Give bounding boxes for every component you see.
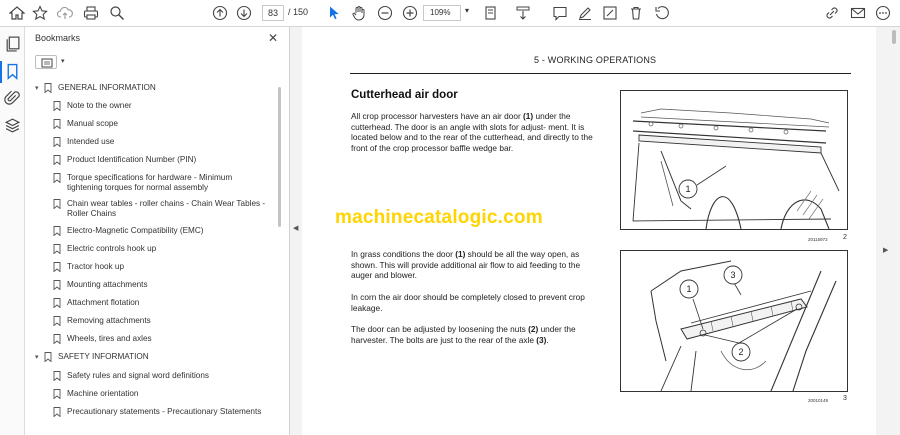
- bookmark-label: Tractor hook up: [67, 262, 125, 271]
- bookmark-product-identification[interactable]: [53, 155, 196, 165]
- page-thumbnails-icon[interactable]: [4, 35, 21, 52]
- document-page: [302, 27, 876, 435]
- chevron-down-icon[interactable]: ▾: [35, 354, 39, 361]
- page-fit-icon[interactable]: [482, 4, 500, 22]
- bookmark-icon: [53, 101, 61, 111]
- bookmark-label: SAFETY INFORMATION: [58, 352, 149, 361]
- paragraph-adjustment: The door can be adjusted by loosening the nuts (2) under the harvester. The bolts are just to the rear of the axle (3).: [351, 324, 576, 345]
- chapter-header: 5 - WORKING OPERATIONS: [534, 55, 657, 65]
- bookmark-electric-controls[interactable]: [53, 244, 156, 254]
- bookmark-icon: [53, 389, 61, 399]
- bookmark-icon: [53, 407, 61, 417]
- bookmark-wheels-tires-axles[interactable]: [53, 334, 152, 344]
- chevron-down-icon[interactable]: ▾: [61, 58, 65, 65]
- bookmark-icon: [44, 83, 52, 93]
- figure-air-door-open: [620, 90, 848, 230]
- figure-number: 3: [843, 395, 847, 402]
- bookmark-options-button[interactable]: [35, 55, 57, 69]
- paragraph-corn: In corn the air door should be completely closed to prevent crop leakage.: [351, 292, 585, 313]
- more-options-icon[interactable]: [874, 4, 892, 22]
- bookmark-attachment-flotation[interactable]: [53, 298, 139, 308]
- bookmark-label: Product Identification Number (PIN): [67, 155, 197, 164]
- search-zoom-icon[interactable]: [108, 4, 126, 22]
- link-sign-icon[interactable]: [823, 4, 841, 22]
- home-icon[interactable]: [8, 4, 26, 22]
- bookmarks-panel-icon[interactable]: [4, 63, 21, 80]
- main-toolbar: [0, 0, 900, 27]
- bookmark-icon: [53, 155, 61, 165]
- bookmark-label: Wheels, tires and axles: [67, 334, 152, 343]
- bookmark-label: Intended use: [67, 137, 115, 146]
- bookmark-icon: [44, 352, 52, 362]
- bookmark-icon: [53, 119, 61, 129]
- left-navigation-rail: [0, 27, 25, 435]
- bookmark-icon: [53, 244, 61, 254]
- callout-label: 1: [686, 284, 692, 294]
- bookmark-label: Torque specifications for hardware - Minimum: [67, 173, 233, 182]
- bookmark-label: Manual scope: [67, 119, 118, 128]
- paragraph-grass-conditions: In grass conditions the door (1) should be all the way open, as shown. This will provide additional air flow to aid feeding to the auger and blower.: [351, 249, 581, 280]
- bookmarks-scrollbar[interactable]: [278, 87, 281, 227]
- bookmark-label: Precautionary statements - Precautionary Statements: [67, 407, 262, 416]
- figure-air-door-adjustment: [620, 250, 848, 392]
- print-icon[interactable]: [82, 4, 100, 22]
- bookmark-note-to-owner[interactable]: [53, 101, 132, 111]
- section-title: Cutterhead air door: [351, 89, 458, 101]
- figure-code: 20010149: [808, 398, 829, 403]
- callout-label: 1: [685, 184, 691, 194]
- bookmark-torque-specifications[interactable]: [53, 173, 232, 193]
- page-total: / 150: [288, 7, 309, 17]
- bookmarks-panel: [25, 27, 290, 435]
- bookmark-icon: [53, 371, 61, 381]
- zoom-out-icon[interactable]: [376, 4, 394, 22]
- figure-number: 2: [843, 234, 847, 241]
- delete-trash-icon[interactable]: [627, 4, 645, 22]
- bookmark-icon: [53, 137, 61, 147]
- star-bookmark-icon[interactable]: [31, 4, 49, 22]
- bookmark-label: Chain wear tables - roller chains - Chain Wear Tables -: [67, 199, 266, 208]
- document-scrollbar[interactable]: [888, 27, 900, 435]
- fill-sign-icon[interactable]: [601, 4, 619, 22]
- active-tab-indicator: [0, 61, 2, 83]
- bookmark-label-continued: Roller Chains: [67, 209, 117, 218]
- bookmark-label-continued: tightening torques for normal assembly: [67, 183, 209, 192]
- zoom-level-select[interactable]: 109%: [423, 5, 461, 21]
- bookmark-icon: [53, 316, 61, 326]
- chevron-down-icon[interactable]: ▾: [465, 6, 470, 15]
- cloud-upload-icon[interactable]: [56, 4, 74, 22]
- bookmark-label: Note to the owner: [67, 101, 132, 110]
- next-page-icon[interactable]: [235, 4, 253, 22]
- bookmark-icon: [53, 280, 61, 290]
- bookmark-label: GENERAL INFORMATION: [58, 83, 156, 92]
- page-number-input[interactable]: 83: [262, 5, 284, 21]
- bookmark-manual-scope[interactable]: [53, 119, 118, 129]
- bookmark-icon: [53, 199, 61, 209]
- bookmark-icon: [53, 262, 61, 272]
- panel-title: Bookmarks: [35, 33, 81, 43]
- collapse-panel-left-icon[interactable]: ◀: [293, 225, 299, 232]
- email-icon[interactable]: [849, 4, 867, 22]
- bookmark-mounting-attachments[interactable]: [53, 280, 148, 290]
- bookmark-label: Safety rules and signal word definitions: [67, 371, 209, 380]
- bookmark-label: Electro-Magnetic Compatibility (EMC): [67, 226, 204, 235]
- bookmark-label: Mounting attachments: [67, 280, 148, 289]
- scroll-mode-icon[interactable]: [514, 4, 532, 22]
- bookmark-safety-information[interactable]: [35, 352, 149, 363]
- bookmark-safety-rules[interactable]: [53, 371, 209, 381]
- scroll-thumb[interactable]: [892, 30, 896, 44]
- close-icon[interactable]: ✕: [268, 31, 279, 45]
- bookmark-label: Attachment flotation: [67, 298, 140, 307]
- figure-drawing: [621, 251, 847, 391]
- previous-page-icon[interactable]: [211, 4, 229, 22]
- collapse-panel-right-icon[interactable]: ▶: [883, 247, 889, 254]
- watermark-text: machinecatalogic.com: [335, 207, 543, 228]
- bookmark-emc[interactable]: [53, 226, 204, 236]
- bookmark-removing-attachments[interactable]: [53, 316, 151, 326]
- callout-label: 3: [730, 270, 736, 280]
- attachments-icon[interactable]: [4, 89, 21, 106]
- bookmark-label: Machine orientation: [67, 389, 139, 398]
- paragraph-intro: All crop processor harvesters have an air door (1) under the cutterhead. The door is an angle with slots for adjust- ment. It is located below and to the rear of the cutterhead, and directly to the front of the crop processor baffle wedge bar.: [351, 111, 593, 153]
- bookmark-tractor-hook-up[interactable]: [53, 262, 124, 272]
- layers-icon[interactable]: [4, 117, 21, 134]
- zoom-in-icon[interactable]: [401, 4, 419, 22]
- bookmark-precautionary-statements[interactable]: [53, 407, 261, 417]
- bookmark-label: Removing attachments: [67, 316, 151, 325]
- bookmark-icon: [53, 226, 61, 236]
- chevron-down-icon[interactable]: ▾: [35, 85, 39, 92]
- figure-code: 20115972: [808, 237, 828, 242]
- header-rule: [350, 73, 851, 74]
- bookmark-machine-orientation[interactable]: [53, 389, 138, 399]
- callout-label: 2: [738, 347, 744, 357]
- bookmark-icon: [53, 334, 61, 344]
- hand-tool-icon[interactable]: [350, 4, 368, 22]
- comment-icon[interactable]: [551, 4, 569, 22]
- rotate-icon[interactable]: [653, 4, 671, 22]
- bookmark-intended-use[interactable]: [53, 137, 114, 147]
- figure-drawing: [621, 91, 847, 229]
- bookmark-general-information[interactable]: [35, 83, 156, 94]
- bookmark-chain-wear-tables[interactable]: [53, 199, 265, 219]
- pencil-highlight-icon[interactable]: [576, 4, 594, 22]
- bookmark-icon: [53, 298, 61, 308]
- bookmark-label: Electric controls hook up: [67, 244, 157, 253]
- bookmark-icon: [53, 173, 61, 183]
- select-cursor-icon[interactable]: [325, 4, 343, 22]
